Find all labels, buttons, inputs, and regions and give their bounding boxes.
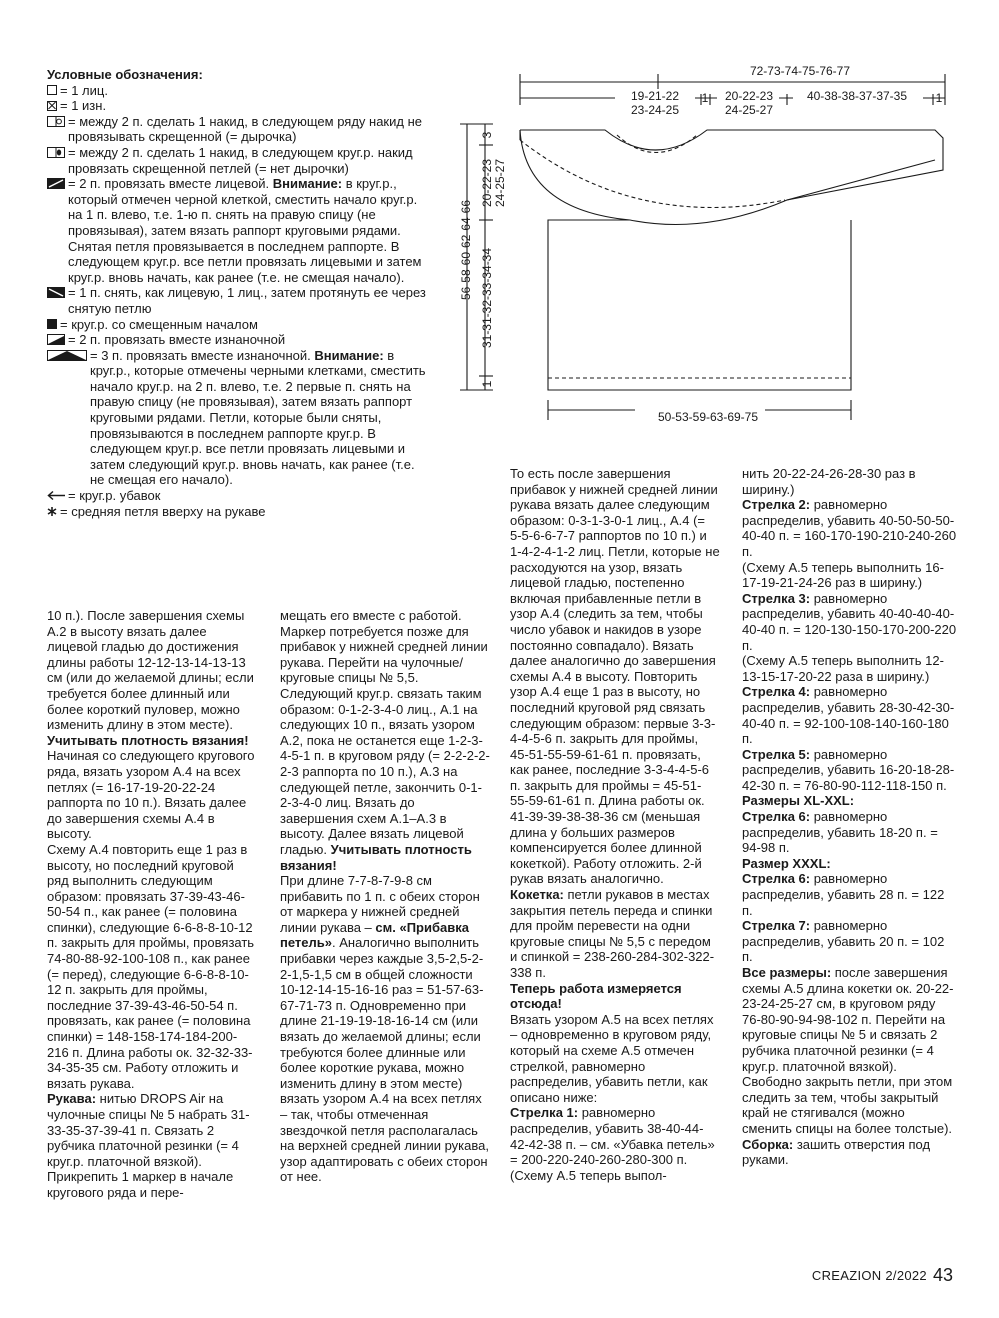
paragraph: Рукава: нитью DROPS Air на чулочные спицы № 5 набрать 31-33-35-37-39-41 п. Связать 2 рубчика платочной резинки (= 4 круг.р. платочной вязкой). Прикрепить 1 маркер в начале кругового ряда и пере-: [47, 1091, 250, 1200]
arrow-left-icon: [47, 488, 65, 503]
yarn-over-twisted-icon: [47, 145, 65, 160]
text-column-4: [742, 466, 957, 1168]
paragraph: Следующий круг.р. связать таким образом: 0-1-2-3-4-0 лиц., А.1 на следующих 10 п., вязать узором А.2, пока не останется еще 1-2-3-4-5-1 п. в круговом ряду (= 2-2-2-2-2-3 раппорта по 10 п.), А.3 на следующей петле, закончить 0-1-2-3-4-0 лиц. Вязать до завершения схем А.1–А.3 в высоту. Далее вязать лицевой гладью. Учитывать плотность вязания!: [280, 685, 490, 873]
legend-item: = между 2 п. сделать 1 накид, в следующем круг.р. накид провязать скрещенной петлей (= нет дырочки): [47, 145, 427, 176]
paragraph: Все размеры: после завершения схемы А.5 длина кокетки ок. 20-22-23-24-25-27 см, в круговом ряду 76-80-90-94-98-102 п. Перейти на круговые спицы № 5 и связать 2 рубчика платочной резинки (= 4 круг.р. платочной вязкой). Свободно закрыть петли, при этом следить за тем, чтобы закрытый край не стягивался (можно сменить спицы на более толстые).: [742, 965, 954, 1136]
page-number: 43: [932, 1265, 953, 1285]
legend-item: = 1 п. снять, как лицевую, 1 лиц., затем протянуть ее через снятую петлю: [47, 285, 427, 316]
dim-neck-width-1: 19-21-22: [630, 89, 680, 103]
sweater-schematic: [455, 60, 955, 430]
legend-item: = 1 лиц.: [47, 83, 427, 99]
yarn-over-hole-icon: [47, 114, 65, 129]
legend-item: = 2 п. провязать вместе изнаночной: [47, 332, 427, 348]
legend-item: = между 2 п. сделать 1 накид, в следующем ряду накид не провязывать скрещенной (= дырочка): [47, 114, 427, 145]
magazine-title: CREAZION 2/2022: [811, 1268, 927, 1283]
paragraph: (Схему А.5 теперь выполнить 12-13-15-17-20-22 раза в ширину.): [742, 653, 944, 684]
dim-sleeve-width: 40-38-38-37-37-35: [806, 89, 908, 103]
paragraph: (Схему А.5 теперь выпол-: [510, 1167, 667, 1183]
legend-item: = круг.р. убавок: [47, 488, 427, 504]
dim-total-length: 56-58-60-62-64-66: [459, 199, 473, 301]
paragraph: Теперь работа измеряется отсюда!: [510, 980, 682, 1012]
paragraph: Размер XXXL:: [742, 855, 831, 871]
legend-item: = 1 изн.: [47, 98, 427, 114]
legend-item: = 2 п. провязать вместе лицевой. Внимание: в круг.р., который отмечен черной клеткой, сместить начало круг.р. на 1 п. влево, т.е. 1-ю п. снять на правую спицу (не провязывая), затем вязать раппорт круговыми рядами. Снятая петля провязывается в последнем раппорте. В следующем круг.р. все петли провязать лицевыми и затем круг.р. вновь начать, как ранее (т.е. не смещая начало).: [47, 176, 427, 285]
legend-item: = круг.р. со смещенным началом: [47, 317, 427, 333]
dim-yoke-2: 24-25-27: [493, 158, 507, 208]
slip-knit-pass-icon: [47, 285, 65, 300]
legend: [47, 67, 427, 519]
paragraph: Размеры XL-XXL:: [742, 793, 855, 809]
paragraph: Стрелка 3: равномерно распределив, убавить 40-40-40-40-40-40 п. = 120-130-150-170-200-220 п.: [742, 590, 957, 653]
dim-neck-width-2: 23-24-25: [630, 103, 680, 117]
paragraph: Схему А.4 повторить еще 1 раз в высоту, но последний круговой ряд выполнить следующим образом: провязать 37-39-43-46-50-54 п., как ранее (= половина спинки), следующие 6-6-8-8-10-12 п. закрыть для проймы, провязать 74-80-88-92-100-108 п., как ранее (= перед), следующие 6-6-8-8-10-12 п. закрыть для проймы, последние 37-39-43-46-50-54 п. провязать, как ранее (= половина спинки) = 148-158-174-184-200-216 п. Длина работы ок. 32-32-33-34-35-35 см. Работу отложить и вязать рукава.: [47, 841, 255, 1091]
paragraph: Стрелка 1: равномерно распределив, убавить 38-40-44-42-42-38 п. – см. «Убавка петель» = 200-220-240-260-280-300 п.: [510, 1105, 715, 1168]
paragraph: Стрелка 5: равномерно распределив, убавить 16-20-18-28-42-30 п. = 76-80-90-112-118-150 п.: [742, 746, 955, 793]
dim-shoulder-1: 20-22-23: [724, 89, 774, 103]
paragraph: Стрелка 6: равномерно распределив, убавить 18-20 п. = 94-98 п.: [742, 809, 938, 856]
paragraph: нить 20-22-24-26-28-30 раз в ширину.): [742, 466, 916, 497]
legend-item: = средняя петля вверху на рукаве: [47, 504, 427, 520]
paragraph: 10 п.). После завершения схемы А.2 в высоту вязать далее лицевой гладью до достижения длины работы 12-12-13-14-13-13 см (или до желаемой длины; если требуется более длинный или более короткий пуловер, можно изменить длину в этом месте). Учитывать плотность вязания! Начиная со следующего кругового ряда, вязать узором А.4 на всех петлях (= 16-17-19-20-22-24 раппорта по 10 п.). Вязать далее до завершения схемы А.4 в высоту.: [47, 608, 255, 842]
legend-title: Условные обозначения:: [47, 67, 203, 82]
dim-bottom-edge: 1: [480, 380, 494, 388]
dim-top-total: 72-73-74-75-76-77: [749, 64, 851, 78]
dim-top-edge: 3: [480, 131, 494, 139]
paragraph: Стрелка 2: равномерно распределив, убавить 40-50-50-50-40-40 п. = 160-170-190-210-240-260 п.: [742, 497, 957, 559]
empty-square-icon: [47, 83, 57, 98]
crossed-square-icon: [47, 98, 57, 113]
dim-body-length: 31-31-32-33-34-34: [480, 247, 494, 349]
paragraph: Кокетка: петли рукавов в местах закрытия петель переда и спинки для пройм перевести на одни круговые спицы № 5,5 с передом и спинкой = 238-260-284-302-322-338 п.: [510, 887, 715, 980]
paragraph: Вязать узором А.5 на всех петлях – одновременно в круговом ряду, который на схеме А.5 отмечен стрелкой, равномерно распределив, убавить петли, как описано ниже:: [510, 1011, 714, 1105]
dim-yoke-1: 20-22-23: [480, 158, 494, 208]
text-column-1: [47, 608, 257, 1201]
k2tog-shift-icon: [47, 176, 65, 191]
paragraph: При длине 7-7-8-7-9-8 см прибавить по 1 п. с обеих сторон от маркера у нижней средней линии рукава – см. «Прибавка петель». Аналогично выполнить прибавки через каждые 3,5-2,5-2-2-1,5-1,5 см в общей сложности 10-12-14-15-16-16 раз = 51-57-63-67-71-73 п. Одновременно при длине 21-19-19-18-16-14 см (или вязать до желаемой длины; если требуются более длинные или более короткие рукава, можно изменить длину в этом месте) вязать узором А.4 на всех петлях – так, чтобы отмеченная звездочкой петля располагалась на верхней средней линии рукава, узор адаптировать с обеих сторон от нее.: [280, 873, 489, 1185]
p3tog-shift-icon: [47, 348, 87, 363]
legend-item: = 3 п. провязать вместе изнаночной. Внимание: в круг.р., которые отмечены черными клетками, сместить начало круг.р. на 2 п. влево, т.е. 2 первые п. снять на правую спицу (не провязывая), затем вязать раппорт круговыми рядами. Петли, которые были сняты, провязываются в последнем раппорте круг.р. В следующем круг.р. все петли провязать лицевыми и затем следующий круг.р. вновь начать, как ранее (т.е. не смещая его начало).: [47, 348, 427, 488]
dim-bottom-width: 50-53-59-63-69-75: [657, 410, 759, 424]
paragraph: Сборка: зашить отверстия под руками.: [742, 1136, 931, 1168]
asterisk-icon: [47, 504, 57, 519]
paragraph: То есть после завершения прибавок у нижней средней линии рукава вязать далее следующим образом: 0-3-1-3-0-1 лиц., А.4 (= 5-5-6-6-7-7 раппортов по 10 п.) и 1-4-2-4-1-2 лиц. Петли, которые не расходуются на узор, вязать лицевой гладью, постепенно включая прибавленные петли в узор А.4 (следить за тем, чтобы число убавок и накидов в узоре постоянно совпадало). Вязать далее аналогично до завершения схемы А.4 в высоту. Повторить узор А.4 еще 1 раз в высоту, но последний круговой ряд связать следующим образом: первые 3-3-4-4-5-6 п. закрыть для проймы, 45-51-55-59-61-61 п. провязать, как ранее, последние 3-3-4-4-5-6 п. закрыть для проймы = 45-51-55-59-61-61 п. Длина работы ок. 41-39-39-38-38-36 см (меньшая длина у больших размеров компенсируется более длинной кокеткой). Работу отложить. 2-й рукав вязать аналогично.: [510, 466, 720, 887]
paragraph: Стрелка 7: равномерно распределив, убавить 20 п. = 102 п.: [742, 918, 945, 965]
dim-one-right: 1: [935, 91, 943, 105]
paragraph: (Схему А.5 теперь выполнить 16-17-19-21-24-26 раз в ширину.): [742, 559, 944, 591]
p2tog-icon: [47, 332, 65, 347]
filled-square-icon: [47, 317, 57, 332]
text-column-2: [280, 608, 490, 1185]
paragraph: мещать его вместе с работой. Маркер потребуется позже для прибавок у нижней средней линии рукава. Перейти на чулочные/круговые спицы № 5,5.: [280, 608, 488, 686]
text-column-3: [510, 466, 720, 1183]
dim-shoulder-2: 24-25-27: [724, 103, 774, 117]
dim-one-left: 1: [701, 91, 709, 105]
paragraph: Стрелка 4: равномерно распределив, убавить 28-30-42-30-40-40 п. = 92-100-108-140-160-180 п.: [742, 684, 955, 747]
page-footer: [811, 1265, 953, 1285]
paragraph: Стрелка 6: равномерно распределив, убавить 28 п. = 122 п.: [742, 871, 945, 918]
